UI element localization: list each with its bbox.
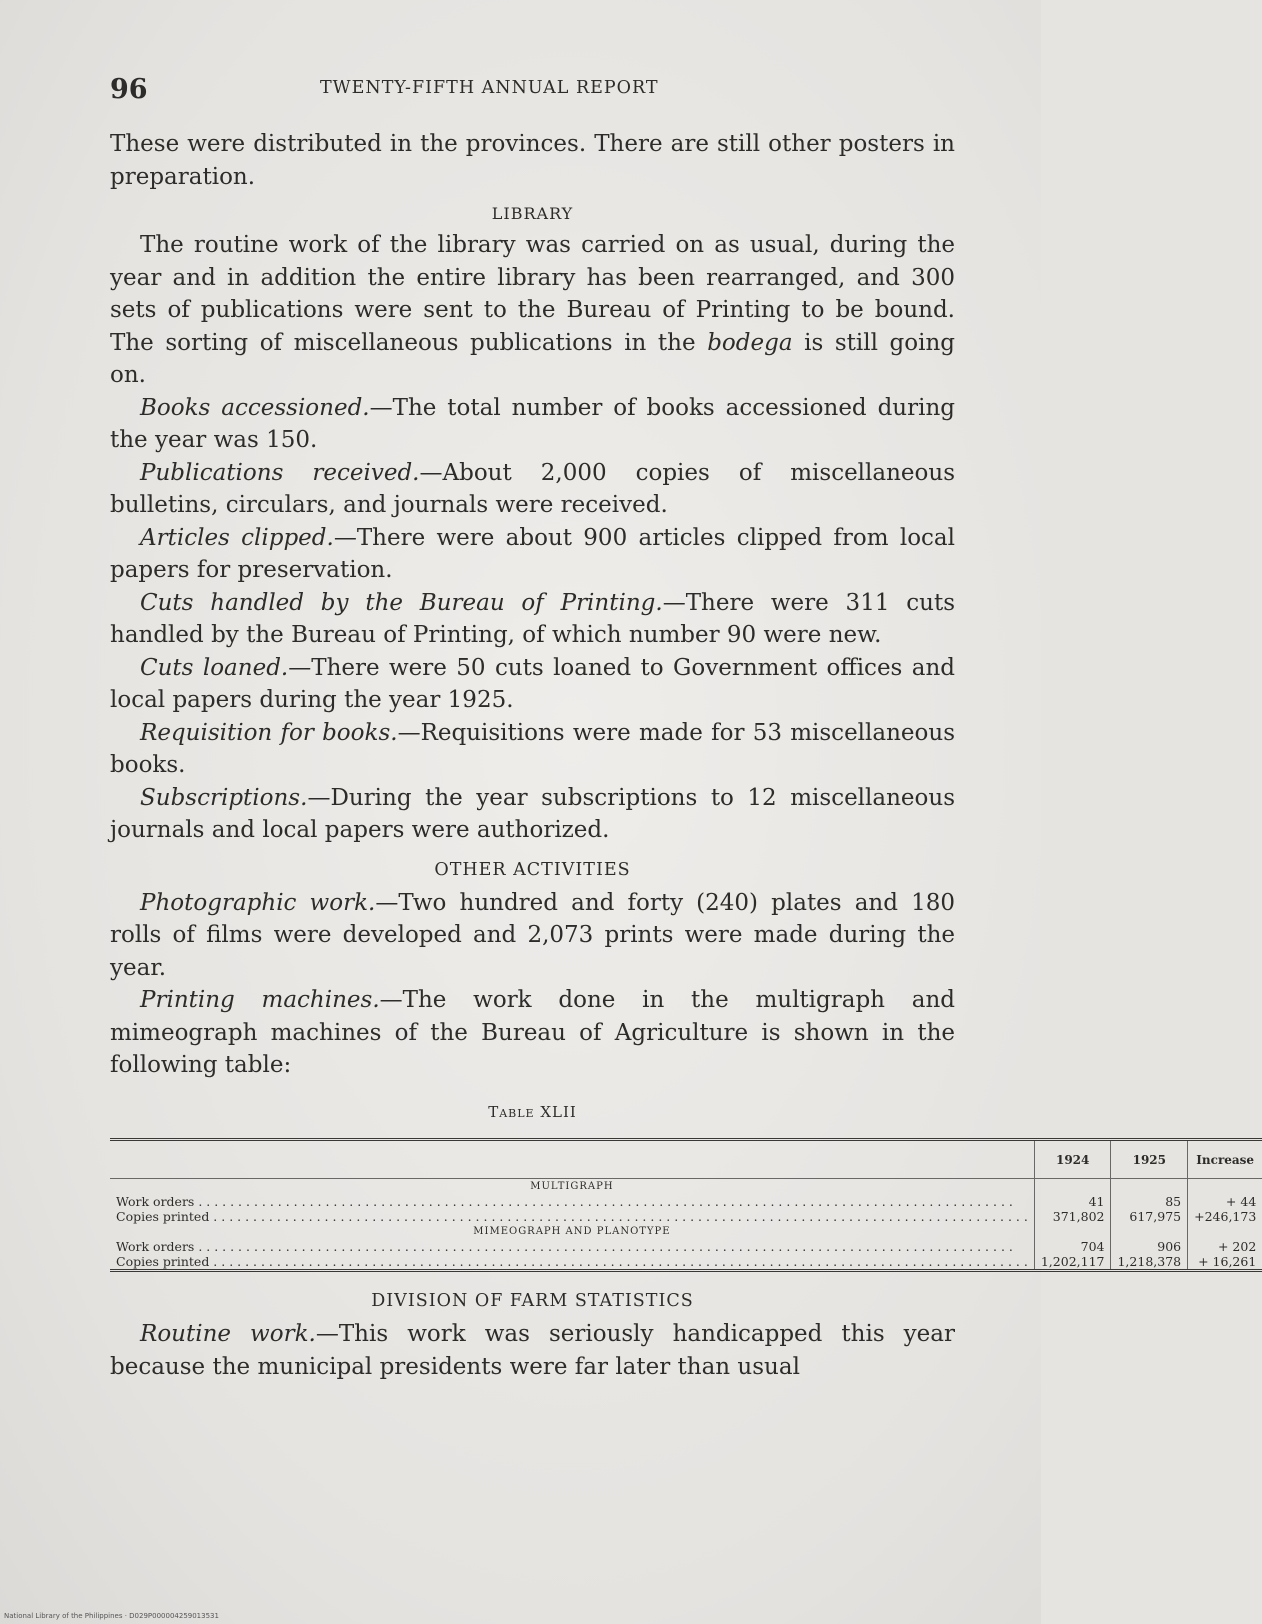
library-paragraph: The routine work of the library was carried on as usual, during the year and in addition the entire library has been rearranged, and 300 sets of publications were sent to the Bureau of Printing to be bound. The sorting of miscellaneous publications in the bodega is still going on.: [110, 232, 955, 388]
farm-statistics-heading: DIVISION OF FARM STATISTICS: [371, 1291, 694, 1311]
cell-1924: 41: [1034, 1194, 1111, 1209]
library-heading: LIBRARY: [491, 204, 574, 223]
row-label: Work orders . . .: [116, 1239, 1013, 1254]
running-title: TWENTY-FIFTH ANNUAL REPORT: [320, 78, 659, 98]
table-section-row: [110, 1224, 1262, 1239]
table-row: [110, 1254, 1262, 1271]
row-label: Copies printed . . .: [116, 1209, 1028, 1224]
cuts-handled-paragraph: Cuts handled by the Bureau of Printing.—There were 311 cuts handled by the Bureau of Printing, of which number 90 were new.: [110, 589, 955, 648]
publications-received-paragraph: Publications received.—About 2,000 copies of miscellaneous bulletins, circulars, and journals were received.: [110, 459, 955, 518]
table-caption: Table XLII: [488, 1102, 577, 1121]
table-header-row: [110, 1140, 1262, 1179]
cell-1924: 1,202,117: [1034, 1254, 1111, 1271]
intro-paragraph: These were distributed in the provinces. There are still other posters in preparation.: [110, 131, 955, 190]
cell-1924: 371,802: [1034, 1209, 1111, 1224]
photographic-work-paragraph: Photographic work.—Two hundred and forty (240) plates and 180 rolls of films were developed and 2,073 prints were made during the year.: [110, 889, 955, 981]
section-title-mimeograph: MIMEOGRAPH AND PLANOTYPE: [473, 1226, 671, 1237]
cuts-loaned-paragraph: Cuts loaned.—There were 50 cuts loaned to Government offices and local papers during the year 1925.: [110, 654, 955, 713]
printing-table: [110, 1138, 1262, 1272]
cell-1924: 704: [1034, 1239, 1111, 1254]
requisition-paragraph: Requisition for books.—Requisitions were made for 53 miscellaneous books.: [110, 719, 955, 778]
routine-work-paragraph: Routine work.—This work was seriously handicapped this year because the municipal presidents were far later than usual: [110, 1321, 955, 1380]
cell-increase: +246,173: [1188, 1209, 1262, 1224]
page-header: [110, 74, 955, 114]
row-label: Work orders . . .: [116, 1194, 1013, 1209]
subscriptions-paragraph: Subscriptions.—During the year subscriptions to 12 miscellaneous journals and local papers were authorized.: [110, 784, 955, 843]
articles-clipped-paragraph: Articles clipped.—There were about 900 articles clipped from local papers for preservation.: [110, 524, 955, 583]
cell-1925: 1,218,378: [1111, 1254, 1188, 1271]
section-title-multigraph: MULTIGRAPH: [530, 1181, 614, 1192]
table-row: [110, 1194, 1262, 1209]
cell-increase: + 202: [1188, 1239, 1262, 1254]
cell-1925: 85: [1111, 1194, 1188, 1209]
scan-credit: National Library of the Philippines · D029P000004259013531: [4, 1612, 219, 1620]
table-header-blank: [110, 1140, 1034, 1179]
table-row: [110, 1239, 1262, 1254]
column-header-increase: Increase: [1188, 1140, 1262, 1179]
books-accessioned-paragraph: Books accessioned.—The total number of books accessioned during the year was 150.: [110, 394, 955, 453]
cell-increase: + 16,261: [1188, 1254, 1262, 1271]
row-label: Copies printed . . .: [116, 1254, 1028, 1269]
column-header-1925: 1925: [1111, 1140, 1188, 1179]
table-row: [110, 1209, 1262, 1224]
body-text: [110, 128, 1257, 1383]
other-activities-heading: OTHER ACTIVITIES: [434, 859, 631, 880]
cell-increase: + 44: [1188, 1194, 1262, 1209]
cell-1925: 906: [1111, 1239, 1188, 1254]
column-header-1924: 1924: [1034, 1140, 1111, 1179]
printing-machines-paragraph: Printing machines.—The work done in the multigraph and mimeograph machines of the Bureau of Agriculture is shown in the following table:: [110, 987, 955, 1078]
cell-1925: 617,975: [1111, 1209, 1188, 1224]
table-section-row: [110, 1179, 1262, 1195]
page-number: 96: [110, 74, 148, 105]
